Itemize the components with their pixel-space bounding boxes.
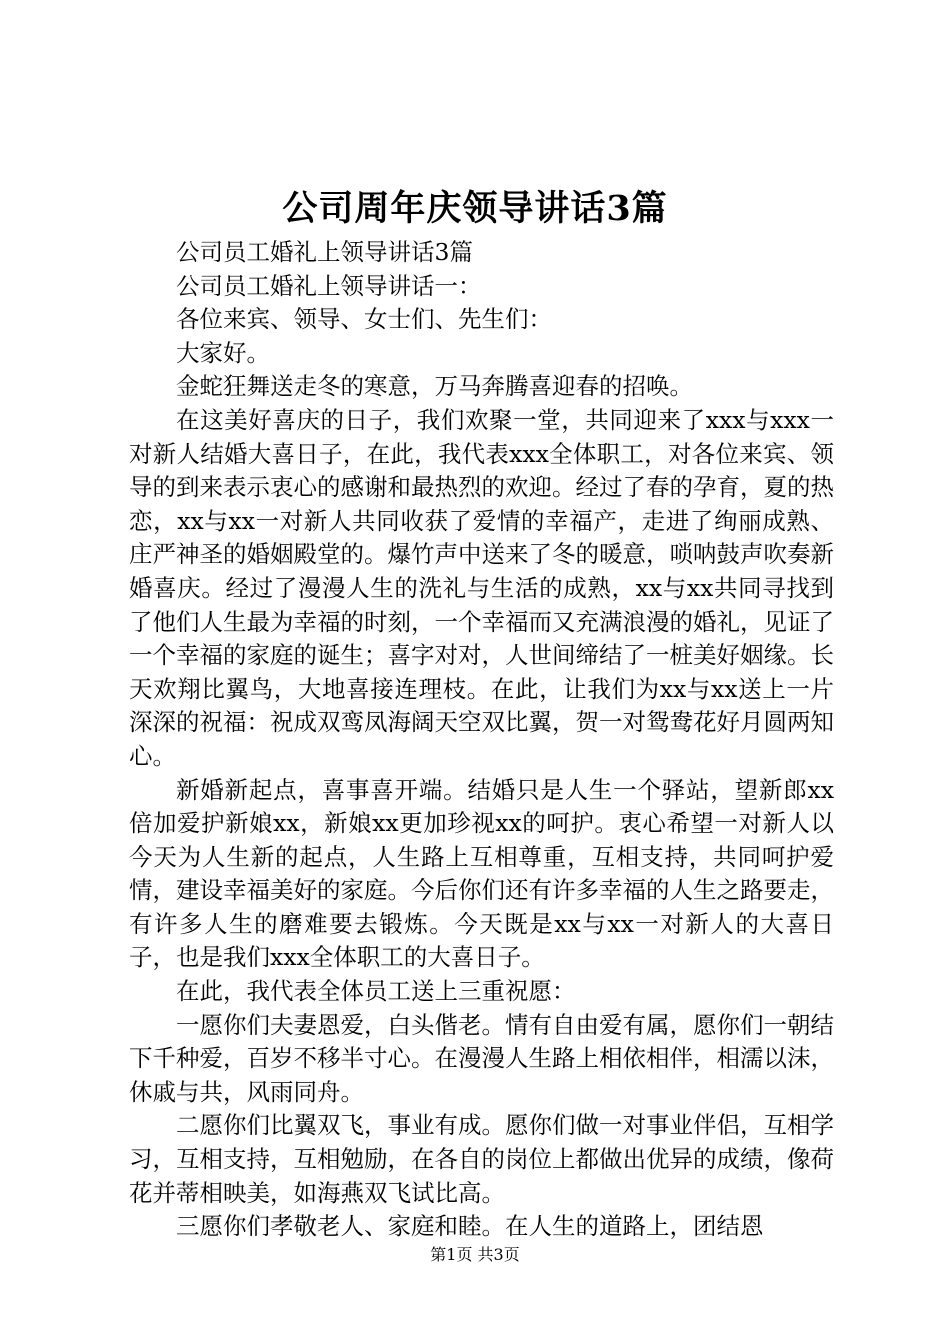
- paragraph: 二愿你们比翼双飞，事业有成。愿你们做一对事业伴侣，互相学习，互相支持，互相勉励，在各自的岗位上都做出优异的成绩，像荷花并蒂相映美，如海燕双飞试比高。: [129, 1111, 834, 1207]
- document-body: [129, 236, 834, 1244]
- paragraph: 在此，我代表全体员工送上三重祝愿：: [176, 977, 576, 1006]
- paragraph: 各位来宾、领导、女士们、先生们：: [176, 305, 552, 334]
- paragraph: 公司员工婚礼上领导讲话3篇: [176, 238, 473, 266]
- document-title: 公司周年庆领导讲话3篇: [282, 188, 668, 229]
- paragraph: 金蛇狂舞送走冬的寒意，万马奔腾喜迎春的招唤。: [176, 372, 693, 401]
- paragraph: 在这美好喜庆的日子，我们欢聚一堂，共同迎来了xxx与xxx一对新人结婚大喜日子，在此，我代表xxx全体职工，对各位来宾、领导的到来表示衷心的感谢和最热烈的欢迎。经过了春的孕育，夏的热恋，xx与xx一对新人共同收获了爱情的幸福产，走进了绚丽成熟、庄严神圣的婚姻殿堂的。爆竹声中送来了冬的暖意，唢呐鼓声吹奏新婚喜庆。经过了漫漫人生的洗礼与生活的成熟，xx与xx共同寻找到了他们人生最为幸福的时刻，一个幸福而又充满浪漫的婚礼，见证了一个幸福的家庭的诞生；喜字对对，人世间缔结了一桩美好姻缘。长天欢翔比翼鸟，大地喜接连理枝。在此，让我们为xx与xx送上一片深深的祝福：祝成双鸾凤海阔天空双比翼，贺一对鸳鸯花好月圆两知心。: [129, 405, 834, 770]
- paragraph: 一愿你们夫妻恩爱，白头偕老。情有自由爱有属，愿你们一朝结下千种爱，百岁不移半寸心。在漫漫人生路上相依相伴，相濡以沫，休戚与共，风雨同舟。: [129, 1010, 834, 1106]
- paragraph: 新婚新起点，喜事喜开端。结婚只是人生一个驿站，望新郎xx倍加爱护新娘xx，新娘xx更加珍视xx的呵护。衷心希望一对新人以今天为人生新的起点，人生路上互相尊重，互相支持，共同呵护爱情，建设幸福美好的家庭。今后你们还有许多幸福的人生之路要走，有许多人生的磨难要去锻炼。今天既是xx与xx一对新人的大喜日子，也是我们xxx全体职工的大喜日子。: [129, 775, 834, 972]
- paragraph: 大家好。: [176, 338, 270, 367]
- paragraph: 三愿你们孝敬老人、家庭和睦。在人生的道路上，团结恩: [176, 1212, 764, 1241]
- page-indicator: 第1页 共3页: [430, 1245, 520, 1264]
- paragraph: 公司员工婚礼上领导讲话一：: [176, 271, 482, 300]
